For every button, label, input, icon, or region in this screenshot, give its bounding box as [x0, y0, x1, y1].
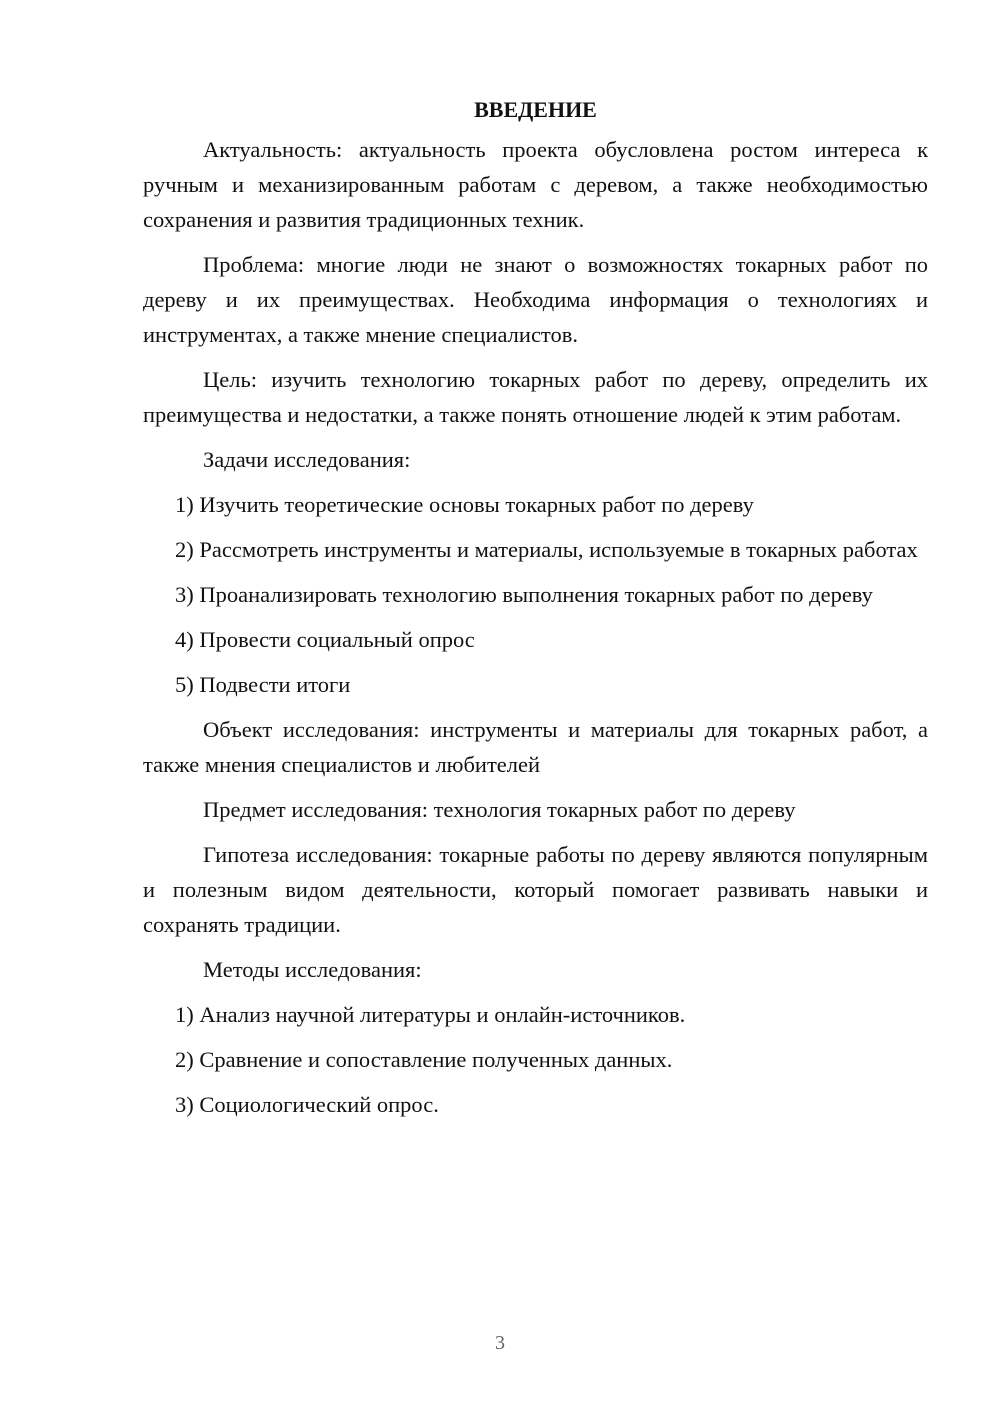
list-item-task-3: 3) Проанализировать технологию выполнения токарных работ по дереву [175, 582, 873, 607]
paragraph-problem: Проблема: многие люди не знают о возможностях токарных работ по дереву и их преимуществах. Необходима информация о технологиях и инструментах, а также мнение специалистов. [143, 252, 928, 347]
page-number: 3 [495, 1332, 505, 1354]
paragraph-hypothesis: Гипотеза исследования: токарные работы по дереву являются популярным и полезным видом деятельности, который помогает развивать навыки и сохранять традиции. [143, 842, 928, 937]
paragraph-goal: Цель: изучить технологию токарных работ по дереву, определить их преимущества и недостатки, а также понять отношение людей к этим работам. [143, 367, 928, 427]
list-item-task-2: 2) Рассмотреть инструменты и материалы, используемые в токарных работах [175, 537, 918, 562]
paragraph-tasks-title: Задачи исследования: [203, 447, 411, 472]
paragraph-subject: Предмет исследования: технология токарных работ по дереву [203, 797, 796, 822]
list-item-method-3: 3) Социологический опрос. [175, 1092, 439, 1117]
paragraph-relevance: Актуальность: актуальность проекта обусловлена ростом интереса к ручным и механизированным работам с деревом, а также необходимостью сохранения и развития традиционных техник. [143, 137, 928, 232]
section-heading: ВВЕДЕНИЕ [474, 97, 597, 122]
paragraph-object: Объект исследования: инструменты и материалы для токарных работ, а также мнения специалистов и любителей [143, 717, 928, 777]
list-item-task-1: 1) Изучить теоретические основы токарных работ по дереву [175, 492, 754, 517]
list-item-task-4: 4) Провести социальный опрос [175, 627, 475, 652]
list-item-method-1: 1) Анализ научной литературы и онлайн-источников. [175, 1002, 686, 1027]
list-item-task-5: 5) Подвести итоги [175, 672, 351, 697]
paragraph-methods-title: Методы исследования: [203, 957, 422, 982]
page-content [143, 92, 928, 1132]
list-item-method-2: 2) Сравнение и сопоставление полученных данных. [175, 1047, 673, 1072]
